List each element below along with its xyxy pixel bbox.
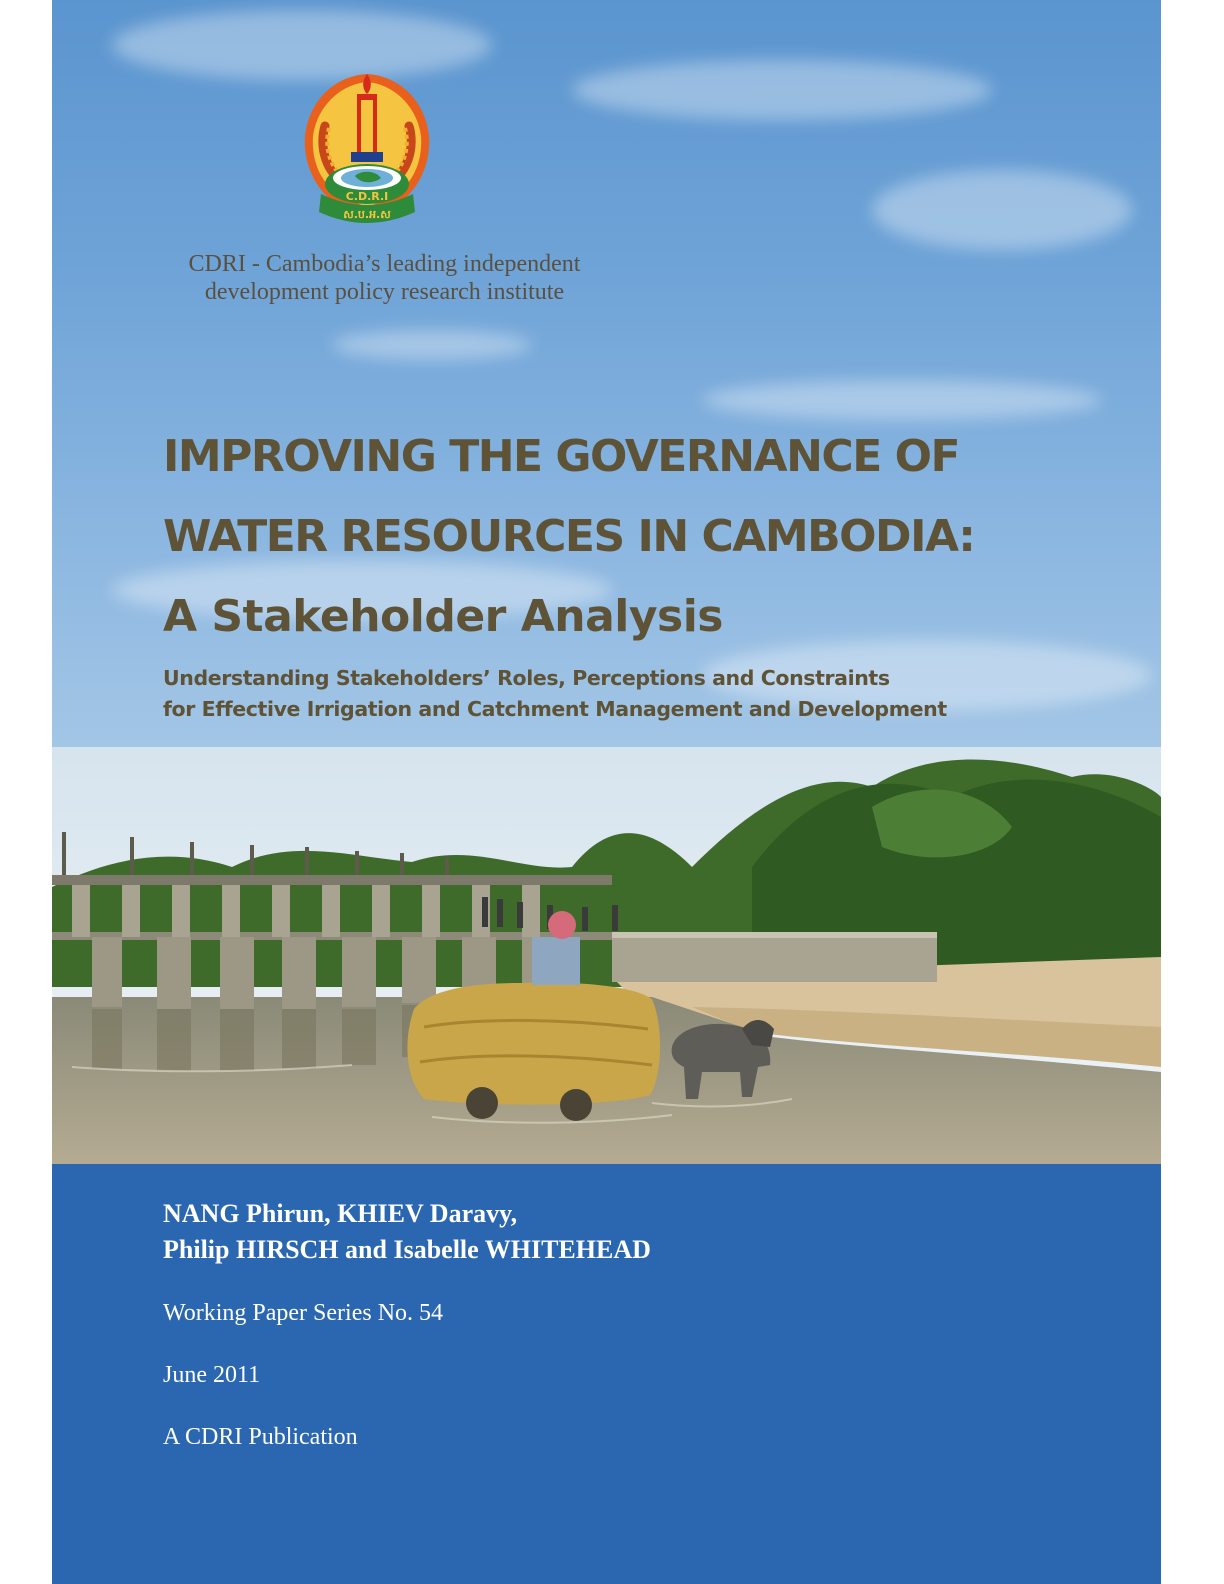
author-list [163, 1196, 651, 1268]
cover-photo [52, 747, 1161, 1164]
title-line-2: WATER RESOURCES IN CAMBODIA: [163, 511, 975, 562]
authors-line-2: Philip HIRSCH and Isabelle WHITEHEAD [163, 1235, 651, 1264]
publisher-label: A CDRI Publication [163, 1424, 358, 1450]
logo-ring-text: C.D.R.I [345, 190, 389, 203]
series-label: Working Paper Series No. 54 [163, 1300, 444, 1326]
authors-line-1: NANG Phirun, KHIEV Daravy, [163, 1199, 518, 1228]
title-line-1: IMPROVING THE GOVERNANCE OF [163, 431, 960, 482]
tagline-line-2: development policy research institute [204, 279, 565, 305]
subtitle-line-2: for Effective Irrigation and Catchment Management and Development [163, 697, 947, 721]
report-title [163, 417, 1153, 657]
title-line-3: A Stakeholder Analysis [163, 591, 723, 642]
logo-khmer-text: ស.ប.អ.ស [343, 208, 391, 221]
institute-tagline [152, 250, 617, 306]
tagline-line-1: CDRI - Cambodia’s leading independent [188, 251, 581, 277]
cover-page [52, 0, 1161, 1584]
report-subtitle [163, 663, 1153, 725]
subtitle-line-1: Understanding Stakeholders’ Roles, Perceptions and Constraints [163, 666, 890, 690]
publication-date: June 2011 [163, 1362, 261, 1388]
cdri-logo [295, 66, 439, 226]
